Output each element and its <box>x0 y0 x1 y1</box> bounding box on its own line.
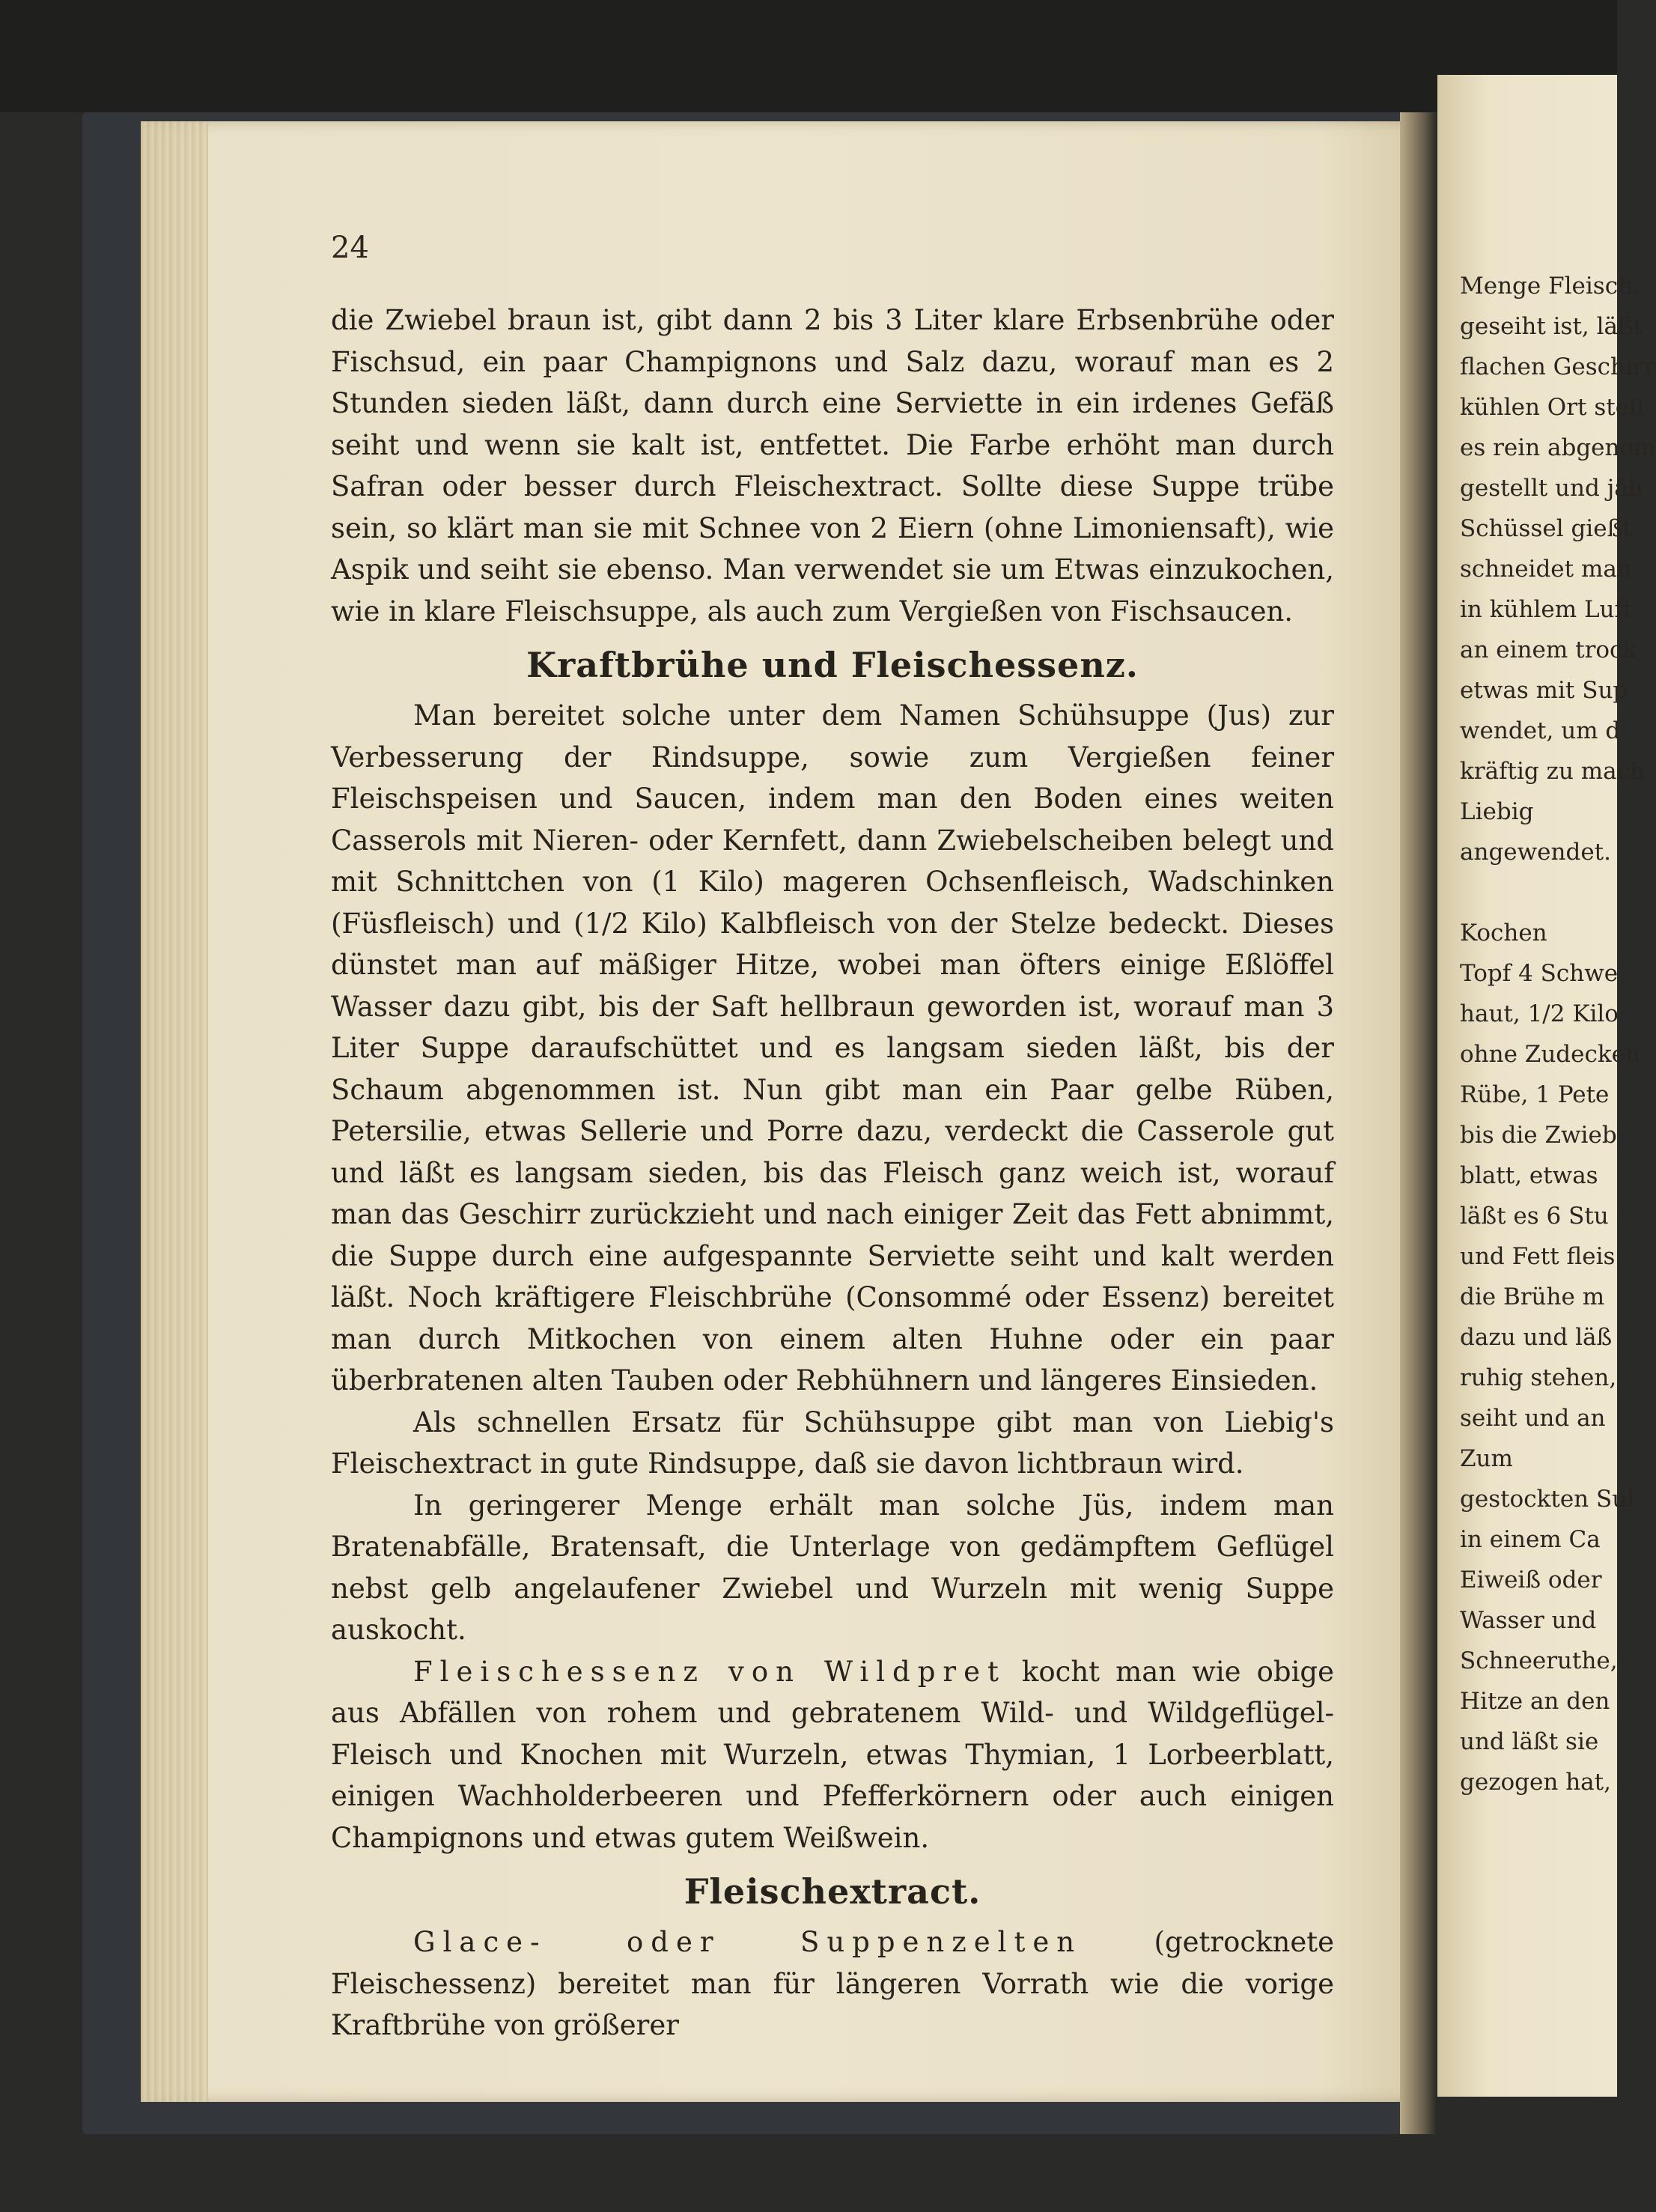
text-line: Hitze an den <box>1460 1688 1610 1715</box>
text-line: kräftig zu mach <box>1460 758 1645 785</box>
text-line: Wasser und <box>1460 1607 1597 1634</box>
backdrop <box>0 0 1617 112</box>
right-page-text <box>1460 266 1655 1802</box>
text-line: in einem Ca <box>1460 1526 1601 1553</box>
text-line: und Fett fleis <box>1460 1243 1616 1270</box>
text-line: Kochen <box>1460 920 1547 947</box>
text-line: blatt, etwas <box>1460 1162 1598 1189</box>
text-line: Zum <box>1460 1445 1513 1472</box>
text-line: an einem trock <box>1460 636 1637 663</box>
text-line: gestellt und jäh <box>1460 475 1643 502</box>
text-line: ohne Zudecken <box>1460 1041 1640 1068</box>
text-line: die Brühe m <box>1460 1283 1605 1310</box>
text-line: kühlen Ort stell <box>1460 394 1644 421</box>
text-line: Menge Fleisch. <box>1460 273 1640 300</box>
text-line: bis die Zwieb <box>1460 1122 1617 1149</box>
paragraph-text: (getrocknete Fleischessenz) bereitet man für längeren Vorrath wie die vorige Kraftbrühe von größerer <box>331 1926 1334 2041</box>
page-number: 24 <box>331 231 369 265</box>
text-line: dazu und läß <box>1460 1324 1613 1351</box>
text-line: es rein abgenom <box>1460 434 1656 461</box>
emphasized-term: Fleischessenz von Wildpret <box>413 1655 1006 1688</box>
text-line: Schüssel gießt <box>1460 515 1632 542</box>
paragraph: Als schnellen Ersatz für Schühsuppe gibt man von Liebig's Fleischextract in gute Rindsuppe, daß sie davon lichtbraun wird. <box>331 1406 1334 1480</box>
text-line: und läßt sie <box>1460 1728 1599 1755</box>
right-page <box>1437 75 1656 2097</box>
text-line: Liebig <box>1460 798 1534 825</box>
paragraph: Man bereitet solche unter dem Namen Schühsuppe (Jus) zur Verbesserung der Rindsuppe, sowie zum Vergießen feiner Fleischspeisen und Saucen, indem man den Boden eines weiten Casserols mit Nieren- oder Kernfett, dann Zwiebelscheiben belegt und mit Schnittchen von (1 Kilo) mageren Ochsenfleisch, Wadschinken (Füsfleisch) und (1/2 Kilo) Kalbfleisch von der Stelze bedeckt. Dieses dünstet man auf mäßiger Hitze, wobei man öfters einige Eßlöffel Wasser dazu gibt, bis der Saft hellbraun geworden ist, worauf man 3 Liter Suppe daraufschüttet und es langsam sieden läßt, bis der Schaum abgenommen ist. Nun gibt man ein Paar gelbe Rüben, Petersilie, etwas Sellerie und Porre dazu, verdeckt die Casserole gut und läßt es langsam sieden, bis das Fleisch ganz weich ist, worauf man das Geschirr zurückzieht und nach einiger Zeit das Fett abnimmt, die Suppe durch eine aufgespannte Serviette seiht und kalt werden läßt. Noch kräftigere Fleischbrühe (Consommé oder Essenz) bereitet man durch Mitkochen von einem alten Huhne oder ein paar überbratenen alten Tauben oder Rebhühnern und längeres Einsieden. <box>331 699 1334 1397</box>
text-line: Schneeruthe, <box>1460 1647 1618 1674</box>
paragraph <box>331 1651 1334 1859</box>
section-heading: Fleischextract. <box>684 1871 981 1912</box>
paragraph: die Zwiebel braun ist, gibt dann 2 bis 3 Liter klare Erbsenbrühe oder Fischsud, ein paar Champignons und Salz dazu, worauf man es 2 Stunden sieden läßt, dann durch eine Serviette in ein irdenes Gefäß seiht und wenn sie kalt ist, entfettet. Die Farbe erhöht man durch Safran oder besser durch Fleischextract. Sollte diese Suppe trübe sein, so klärt man sie mit Schnee von 2 Eiern (ohne Limoniensaft), wie Aspik und seiht sie ebenso. Man verwendet sie um Etwas einzukochen, wie in klare Fleischsuppe, als auch zum Vergießen von Fischsaucen. <box>331 304 1334 628</box>
paragraph <box>331 1921 1334 2047</box>
paragraph-text: kocht man wie obige aus Abfällen von rohem und gebratenem Wild- und Wildgeflügel-Fleisch und Knochen mit Wurzeln, etwas Thymian, 1 Lorbeerblatt, einigen Wachholderbeeren und Pfefferkörnern oder auch einigen Champignons und etwas gutem Weißwein. <box>331 1655 1334 1854</box>
text-line: Topf 4 Schwe <box>1460 960 1619 987</box>
text-line: Rübe, 1 Pete <box>1460 1081 1610 1108</box>
text-line: gestockten Sul <box>1460 1486 1635 1513</box>
text-line: Eiweiß oder <box>1460 1567 1602 1593</box>
text-line: gezogen hat, <box>1460 1769 1611 1796</box>
paragraph: In geringerer Menge erhält man solche Jüs, indem man Bratenabfälle, Bratensaft, die Unterlage von gedämpftem Geflügel nebst gelb angelaufener Zwiebel und Wurzeln mit wenig Suppe auskocht. <box>331 1489 1334 1646</box>
text-line: angewendet. <box>1460 839 1611 866</box>
text-line: flachen Geschirr <box>1460 353 1655 380</box>
text-line: schneidet man <box>1460 556 1632 583</box>
text-line <box>1460 872 1655 913</box>
section-heading: Kraftbrühe und Fleischessenz. <box>526 645 1139 685</box>
page-edges <box>141 121 208 2102</box>
main-text <box>331 300 1334 2047</box>
text-line: ruhig stehen, <box>1460 1364 1617 1391</box>
text-line: in kühlem Luft <box>1460 596 1633 623</box>
text-line: seiht und an <box>1460 1405 1606 1432</box>
text-line: wendet, um d <box>1460 717 1621 744</box>
text-line: läßt es 6 Stu <box>1460 1203 1609 1230</box>
book-gutter <box>1400 112 1437 2134</box>
text-line: haut, 1/2 Kilo <box>1460 1000 1619 1027</box>
emphasized-term: Glace- oder Suppenzelten <box>413 1926 1083 1958</box>
text-line: geseiht ist, läßt <box>1460 313 1643 340</box>
text-line: etwas mit Sup <box>1460 677 1628 704</box>
